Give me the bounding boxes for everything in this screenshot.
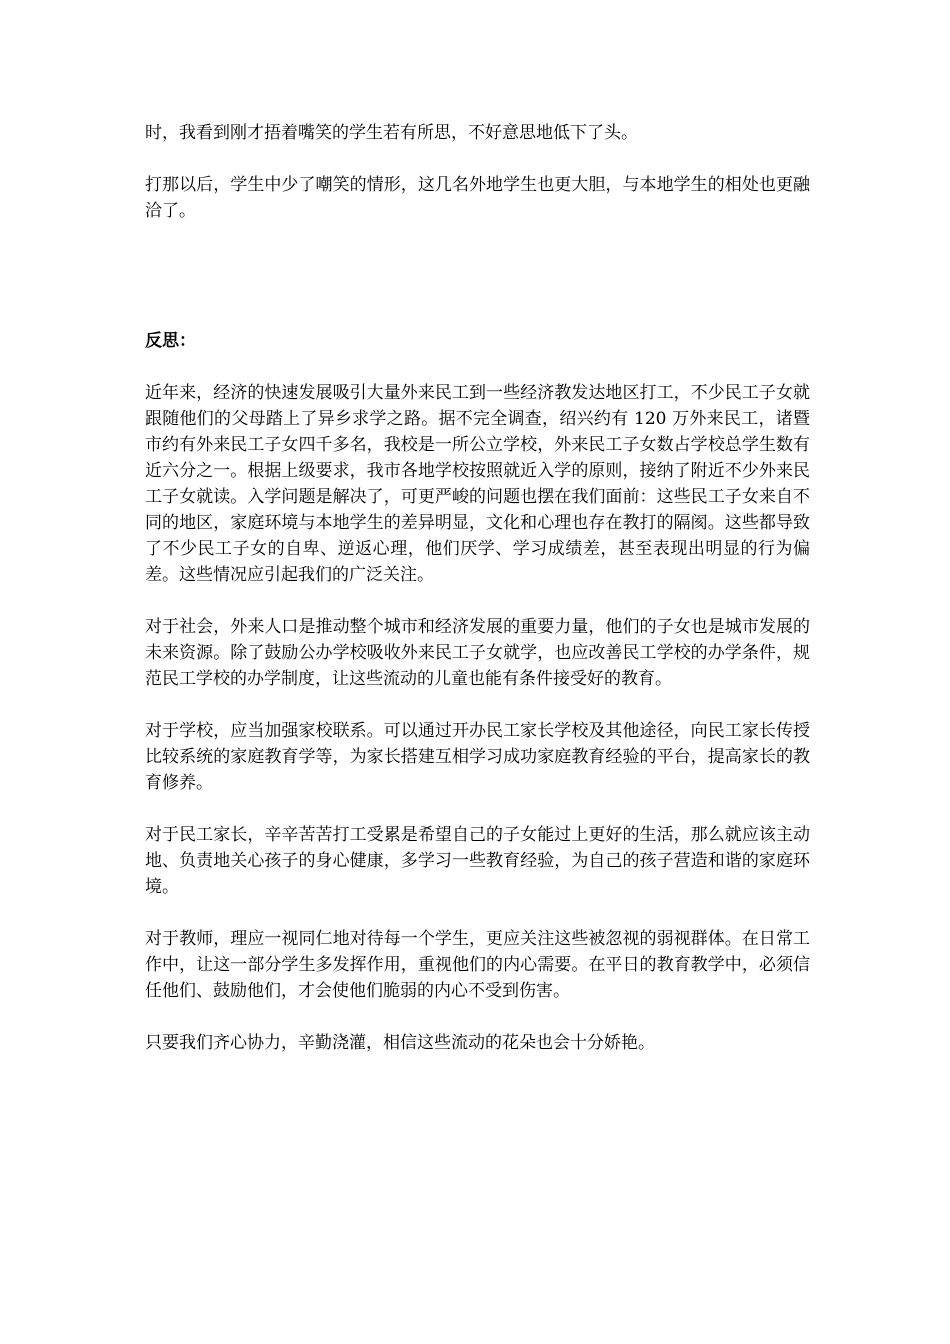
section-heading: 反思： <box>145 331 196 351</box>
body-paragraph-4: 对于民工家长，辛辛苦苦打工受累是希望自己的子女能过上更好的生活，那么就应该主动地、负责地关心孩子的身心健康，多学习一些教育经验，为自己的孩子营造和谐的家庭环境。 <box>145 825 810 897</box>
body-paragraph-5: 对于教师，理应一视同仁地对待每一个学生，更应关注这些被忽视的弱视群体。在日常工作中，让这一部分学生多发挥作用，重视他们的内心需要。在平日的教育教学中，必须信任他们、鼓励他们，才会使他们脆弱的内心不受到伤害。 <box>145 929 810 1001</box>
body-paragraph-2: 对于社会，外来人口是推动整个城市和经济发展的重要力量，他们的子女也是城市发展的未来资源。除了鼓励公办学校吸收外来民工子女就学，也应改善民工学校的办学条件，规范民工学校的办学制度，让这些流动的儿童也能有条件接受好的教育。 <box>145 617 810 689</box>
document-content <box>145 120 810 1082</box>
intro-paragraph-2: 打那以后，学生中少了嘲笑的情形，这几名外地学生也更大胆，与本地学生的相处也更融洽了。 <box>145 175 810 221</box>
body-paragraph-3: 对于学校，应当加强家校联系。可以通过开办民工家长学校及其他途径，向民工家长传授比较系统的家庭教育学等，为家长搭建互相学习成功家庭教育经验的平台，提高家长的教育修养。 <box>145 721 810 793</box>
intro-paragraph-1: 时，我看到刚才捂着嘴笑的学生若有所思，不好意思地低下了头。 <box>145 123 638 143</box>
body-paragraph-1: 近年来，经济的快速发展吸引大量外来民工到一些经济教发达地区打工，不少民工子女就跟随他们的父母踏上了异乡求学之路。据不完全调查，绍兴约有 120 万外来民工，诸暨市约有外来民工子女四千多名，我校是一所公立学校，外来民工子女数占学校总学生数有近六分之一。根据上级要求，我市各地学校按照就近入学的原则，接纳了附近不少外来民工子女就读。入学问题是解决了，可更严峻的问题也摆在我们面前：这些民工子女来自不同的地区，家庭环境与本地学生的差异明显，文化和心理也存在教打的隔阂。这些都导致了不少民工子女的自卑、逆返心理，他们厌学、学习成绩差，甚至表现出明显的行为偏差。这些情况应引起我们的广泛关注。 <box>145 383 810 585</box>
body-paragraph-6: 只要我们齐心协力，辛勤浇灌，相信这些流动的花朵也会十分娇艳。 <box>145 1033 655 1053</box>
section-spacer <box>145 250 810 328</box>
